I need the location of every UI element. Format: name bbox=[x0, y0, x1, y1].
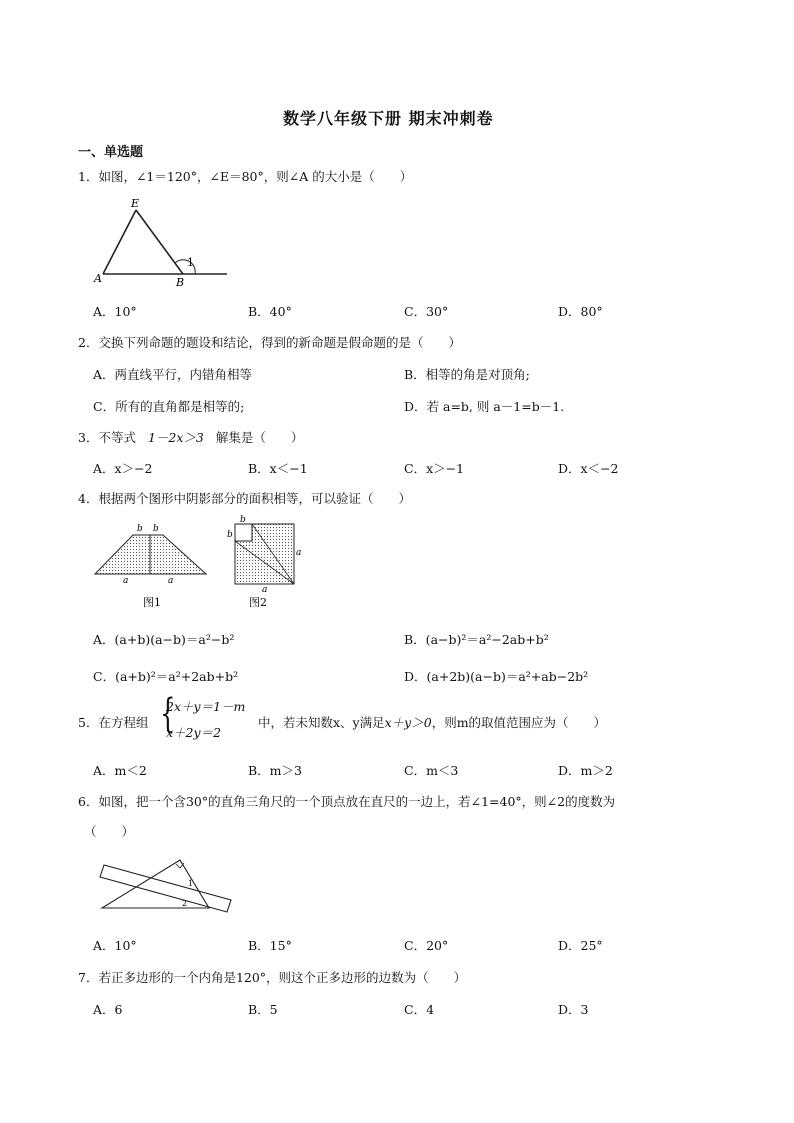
q2-option-a: A．两直线平行，内错角相等 bbox=[93, 367, 253, 382]
q6-option-a: A．10° bbox=[93, 938, 137, 953]
fig2-label-b-left: b bbox=[227, 530, 233, 540]
q3-stem-suffix: 解集是（ ） bbox=[215, 430, 304, 445]
q7-option-a: A．6 bbox=[93, 1002, 123, 1017]
q3-option-a: A．x＞−2 bbox=[93, 461, 153, 476]
q6-option-c: C．20° bbox=[404, 938, 449, 953]
fig1-label-a2: a bbox=[168, 576, 174, 586]
q5-middle-text: 中，若未知数x、y满足 bbox=[258, 715, 385, 730]
q5-option-b: B．m＞3 bbox=[248, 763, 302, 778]
question-1-stem: 1．如图，∠1＝120°，∠E＝80°，则∠A 的大小是（ ） bbox=[78, 169, 413, 184]
fig1-caption: 图1 bbox=[143, 596, 161, 609]
section-heading: 一、单选题 bbox=[78, 145, 144, 160]
q5-condition: x＋y＞0 bbox=[384, 715, 432, 730]
q1-option-c: C．30° bbox=[404, 304, 449, 319]
q7-option-c: C．4 bbox=[404, 1002, 435, 1017]
q5-option-d: D．m＞2 bbox=[558, 763, 613, 778]
page-title: 数学八年级下册 期末冲刺卷 bbox=[283, 109, 494, 128]
q5-equation-1: 2x＋y＝1－m bbox=[166, 699, 246, 714]
q2-option-b: B．相等的角是对顶角; bbox=[404, 367, 530, 382]
q2-option-d: D．若 a=b, 则 a－1=b－1. bbox=[404, 399, 565, 414]
question-6-figure bbox=[96, 852, 236, 918]
q5-option-a: A．m＜2 bbox=[93, 763, 147, 778]
q6-option-b: B．15° bbox=[248, 938, 292, 953]
question-4-figure-1 bbox=[90, 518, 214, 614]
fig1-label-b2: b bbox=[153, 524, 159, 534]
q7-option-b: B．5 bbox=[248, 1002, 278, 1017]
label-e: E bbox=[131, 197, 140, 210]
q3-option-b: B．x＜−1 bbox=[248, 461, 308, 476]
q3-option-c: C．x＞−1 bbox=[404, 461, 465, 476]
q4-option-a: A．(a+b)(a−b)＝a²−b² bbox=[93, 632, 235, 647]
fig2-label-a-right: a bbox=[296, 548, 302, 558]
question-6-stem-paren: （ ） bbox=[84, 824, 135, 839]
question-4-figure-2 bbox=[224, 514, 310, 614]
q4-option-c: C．(a+b)²＝a²+2ab+b² bbox=[93, 669, 239, 684]
question-4-stem: 4．根据两个图形中阴影部分的面积相等，可以验证（ ） bbox=[78, 491, 411, 506]
q3-inequality: 1－2x＞3 bbox=[147, 430, 204, 445]
q2-option-c: C．所有的直角都是相等的; bbox=[93, 399, 245, 414]
q5-option-c: C．m＜3 bbox=[404, 763, 459, 778]
q1-option-a: A．10° bbox=[93, 304, 137, 319]
q5-brace: { bbox=[160, 691, 176, 737]
q5-equation-2: x＋2y＝2 bbox=[166, 725, 222, 740]
q4-option-b: B．(a−b)²＝a²−2ab+b² bbox=[404, 632, 549, 647]
label-angle-1: 1 bbox=[187, 256, 194, 269]
question-7-stem: 7．若正多边形的一个内角是120°，则这个正多边形的边数为（ ） bbox=[78, 970, 467, 985]
q1-option-d: D．80° bbox=[558, 304, 603, 319]
fig1-label-a1: a bbox=[123, 576, 129, 586]
fig2-caption: 图2 bbox=[249, 596, 267, 609]
q5-suffix: ，则m的取值范围应为（ ） bbox=[431, 715, 607, 730]
q7-option-d: D．3 bbox=[558, 1002, 589, 1017]
question-6-stem: 6．如图，把一个含30°的直角三角尺的一个顶点放在直尺的一边上，若∠1=40°，则∠2的度数为 bbox=[78, 794, 616, 809]
q1-option-b: B．40° bbox=[248, 304, 292, 319]
label-b: B bbox=[176, 276, 185, 288]
q4-option-d: D．(a+2b)(a−b)＝a²+ab−2b² bbox=[404, 669, 589, 684]
q5-prefix: 5．在方程组 bbox=[78, 715, 149, 730]
q6-label-angle-1: 1 bbox=[188, 879, 194, 888]
q3-stem-prefix: 3．不等式 bbox=[78, 430, 136, 445]
q6-label-angle-2: 2 bbox=[182, 899, 188, 908]
label-a: A bbox=[94, 272, 102, 285]
fig1-label-b1: b bbox=[137, 524, 143, 534]
fig2-label-b-top: b bbox=[240, 515, 246, 525]
q5-middle bbox=[258, 713, 606, 731]
fig2-label-a-bottom: a bbox=[262, 585, 268, 595]
question-1-figure bbox=[93, 196, 229, 288]
question-2-stem: 2．交换下列命题的题设和结论，得到的新命题是假命题的是（ ） bbox=[78, 335, 461, 350]
q3-option-d: D．x＜−2 bbox=[558, 461, 619, 476]
question-3-stem bbox=[78, 428, 303, 446]
q6-option-d: D．25° bbox=[558, 938, 603, 953]
